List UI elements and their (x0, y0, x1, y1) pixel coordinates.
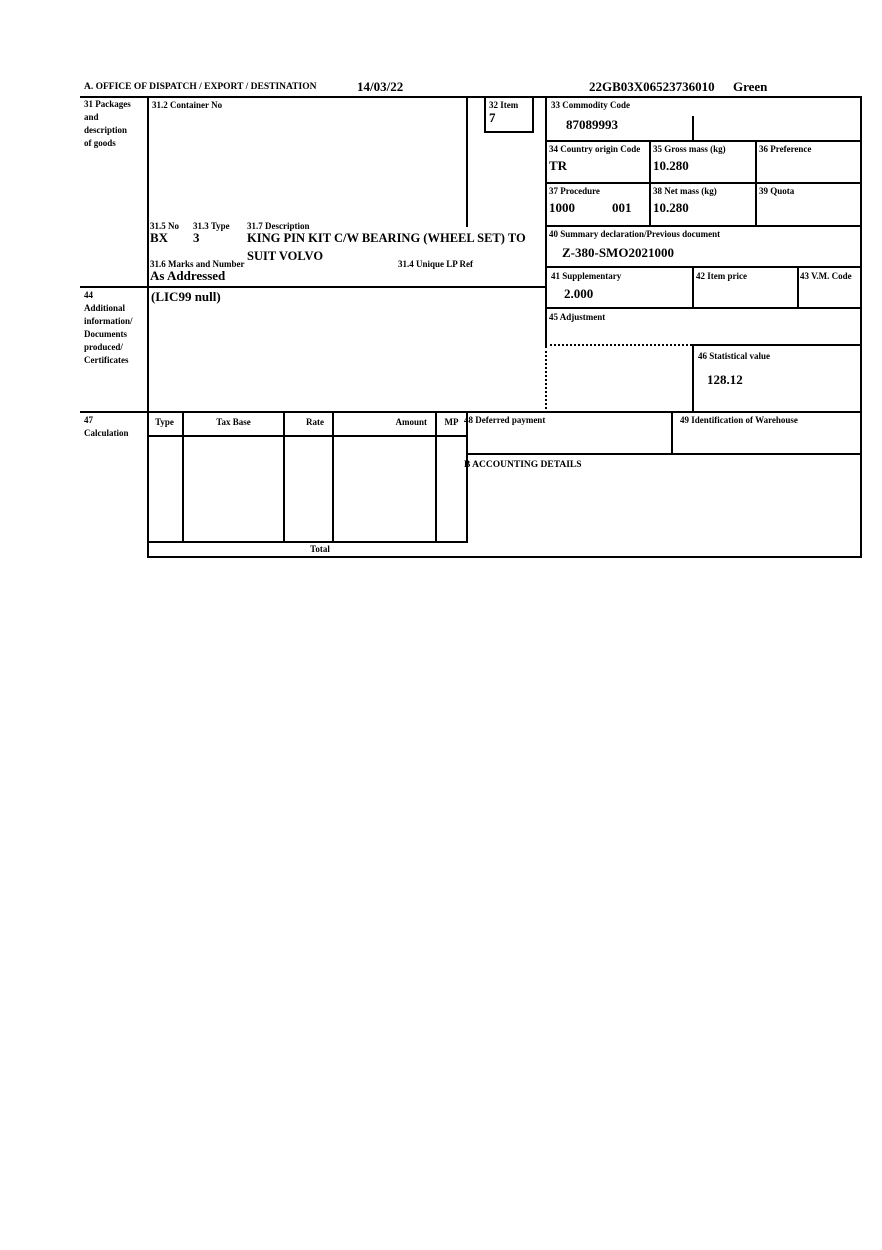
preference-label: 36 Preference (759, 144, 812, 154)
box44-label-line: information/ (84, 316, 133, 326)
item-price-label: 42 Item price (696, 271, 747, 281)
country-origin-value: TR (549, 158, 568, 173)
packages-no-value: BX (150, 230, 169, 245)
form-line (332, 413, 334, 543)
form-line (466, 413, 468, 543)
box31-label-line: of goods (84, 138, 116, 148)
packages-no-label: 31.5 No (150, 221, 179, 231)
form-line (80, 286, 547, 288)
statistical-value-value: 128.12 (707, 372, 743, 387)
box44-label-line: 44 (84, 290, 93, 300)
office-of-dispatch-label: A. OFFICE OF DISPATCH / EXPORT / DESTINATION (84, 82, 317, 92)
unique-lp-ref-label: 31.4 Unique LP Ref (398, 259, 474, 269)
total-row-label: Total (310, 544, 330, 554)
box47-label-line: Calculation (84, 428, 129, 438)
deferred-payment-label: 48 Deferred payment (464, 415, 546, 425)
procedure-value-2: 001 (612, 200, 632, 215)
form-line (755, 142, 757, 227)
mp-column-header: MP (444, 417, 459, 427)
form-line (484, 96, 486, 133)
form-line (466, 453, 862, 455)
country-origin-label: 34 Country origin Code (549, 144, 641, 154)
box31-label-line: and (84, 112, 99, 122)
route-indicator: Green (733, 79, 768, 94)
box44-label-line: produced/ (84, 342, 123, 352)
form-line (532, 96, 534, 133)
adjustment-label: 45 Adjustment (549, 312, 606, 322)
movement-reference-number: 22GB03X06523736010 (589, 79, 715, 94)
acceptance-date: 14/03/22 (357, 79, 404, 94)
accounting-details-label: B ACCOUNTING DETAILS (464, 460, 582, 470)
form-line (649, 142, 651, 227)
gross-mass-value: 10.280 (653, 158, 689, 173)
supplementary-units-value: 2.000 (564, 286, 594, 301)
marks-and-number-value: As Addressed (150, 268, 226, 283)
tax-type-column-header: Type (155, 417, 174, 427)
form-line (545, 266, 862, 268)
additional-information-value: (LIC99 null) (151, 289, 221, 304)
amount-column-header: Amount (395, 417, 427, 427)
form-line (545, 140, 862, 142)
gross-mass-label: 35 Gross mass (kg) (653, 144, 726, 154)
commodity-code-value: 87089993 (566, 117, 618, 132)
commodity-code-divider-line (692, 116, 694, 142)
marks-and-number-label: 31.6 Marks and Number (150, 259, 245, 269)
warehouse-identification-label: 49 Identification of Warehouse (680, 415, 798, 425)
form-line (80, 96, 862, 98)
form-line (147, 541, 468, 543)
form-line (797, 268, 799, 309)
statistical-value-label: 46 Statistical value (698, 351, 770, 361)
quota-label: 39 Quota (759, 186, 795, 196)
form-line (692, 344, 862, 346)
form-line (692, 346, 694, 413)
dotted-line (545, 344, 692, 346)
previous-document-label: 40 Summary declaration/Previous document (549, 229, 721, 239)
packages-type-value: 3 (193, 230, 200, 245)
packages-type-label: 31.3 Type (193, 221, 230, 231)
form-line (860, 96, 862, 558)
form-line (147, 96, 149, 558)
box31-label-line: description (84, 125, 128, 135)
procedure-value: 1000 (549, 200, 575, 215)
form-line (545, 307, 862, 309)
form-line (545, 225, 862, 227)
supplementary-units-label: 41 Supplementary (551, 271, 622, 281)
form-line (671, 413, 673, 455)
item-number-label: 32 Item (489, 100, 519, 110)
form-line (692, 268, 694, 309)
dotted-line (545, 346, 547, 413)
form-line (435, 413, 437, 543)
vm-code-label: 43 V.M. Code (800, 271, 852, 281)
box47-label-line: 47 (84, 415, 93, 425)
previous-document-value: Z-380-SMO2021000 (562, 245, 674, 260)
net-mass-value: 10.280 (653, 200, 689, 215)
description-label: 31.7 Description (247, 221, 310, 231)
tax-base-column-header: Tax Base (216, 417, 251, 427)
goods-description-value: KING PIN KIT C/W BEARING (WHEEL SET) TO SUIT VOLVO (247, 231, 526, 263)
box44-label-line: Certificates (84, 355, 129, 365)
commodity-code-label: 33 Commodity Code (551, 100, 630, 110)
form-line (80, 411, 862, 413)
form-line (283, 413, 285, 543)
form-line (182, 413, 184, 543)
rate-column-header: Rate (306, 417, 324, 427)
net-mass-label: 38 Net mass (kg) (653, 186, 717, 196)
procedure-label: 37 Procedure (549, 186, 600, 196)
form-line (147, 435, 468, 437)
form-line (545, 182, 862, 184)
box31-label-line: 31 Packages (84, 99, 131, 109)
item-number-value: 7 (489, 110, 496, 125)
container-no-label: 31.2 Container No (152, 100, 223, 110)
form-line (147, 556, 862, 558)
box44-label-line: Additional (84, 303, 126, 313)
form-line (466, 96, 468, 227)
box44-label-line: Documents (84, 329, 127, 339)
form-line (484, 131, 534, 133)
